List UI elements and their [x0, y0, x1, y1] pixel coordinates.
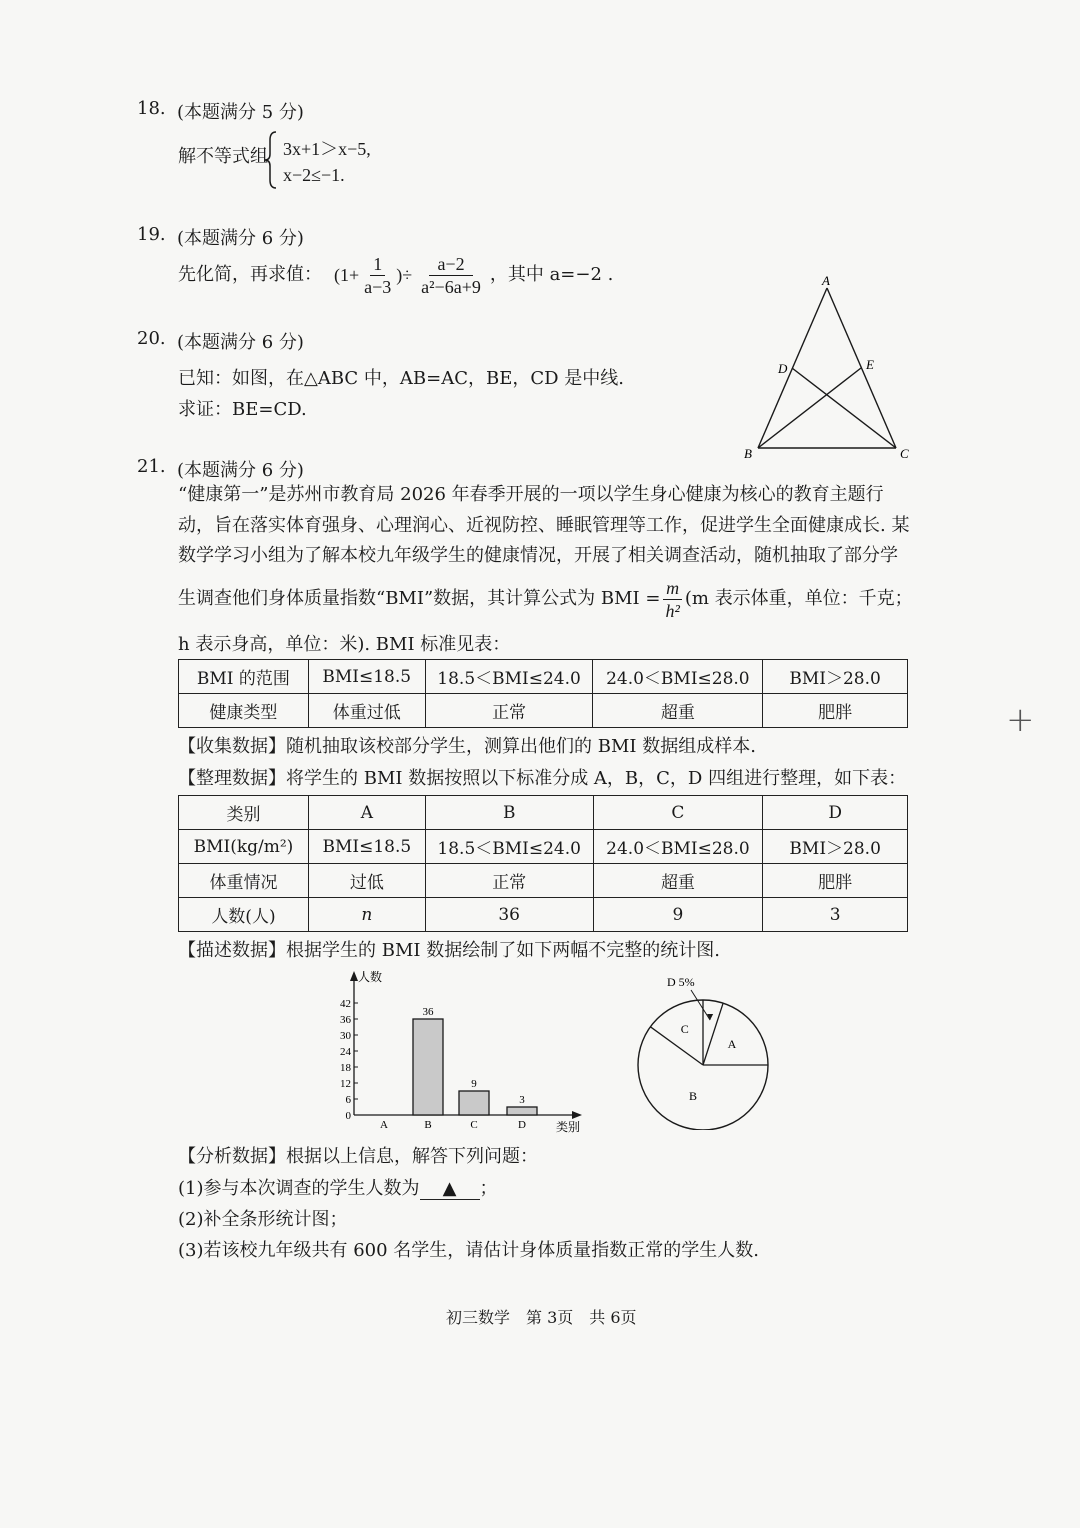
- q21-paragraph-line-5: h 表示身高，单位：米). BMI 标准见表：: [178, 634, 511, 655]
- x-tick-label: D: [518, 1119, 526, 1131]
- table-cell: BMI(kg/m²): [179, 830, 309, 864]
- q19-f1-numerator: 1: [370, 253, 385, 276]
- y-tick-label: 12: [340, 1078, 351, 1090]
- x-axis-arrow: [572, 1111, 582, 1119]
- triangle-figure: [740, 270, 920, 470]
- table-cell: 24.0＜BMI≤28.0: [593, 830, 763, 864]
- table-cell: 9: [593, 898, 763, 932]
- organize-data-text: 【整理数据】将学生的 BMI 数据按照以下标准分成 A，B，C，D 四组进行整理，如下表：: [178, 768, 907, 789]
- table-cell: 正常: [425, 694, 593, 728]
- pie-label-d-percent: D 5%: [667, 975, 695, 989]
- q19-expression: [178, 248, 613, 302]
- q18-brace: [262, 130, 280, 194]
- table-cell: D: [763, 796, 908, 830]
- table-cell: BMI 的范围: [179, 660, 309, 694]
- bmi-numerator: m: [663, 577, 682, 600]
- collect-data-text: 【收集数据】随机抽取该校部分学生，测算出他们的 BMI 数据组成样本.: [178, 736, 756, 757]
- table-cell: 人数(人): [179, 898, 309, 932]
- q19-number: 19.: [137, 224, 166, 245]
- q18-inequality-1: 3x+1＞x−5,: [283, 139, 371, 159]
- q19-fraction-1: [361, 253, 394, 298]
- q21-paragraph-line-1: “健康第一”是苏州市教育局 2026 年春季开展的一项以学生身心健康为核心的教育主题行: [178, 484, 884, 505]
- table-cell: 超重: [593, 694, 763, 728]
- q21-formula-explain: (m 表示体重，单位：千克；: [684, 588, 913, 609]
- bar-chart: [320, 965, 595, 1140]
- q18-prompt: 解不等式组: [178, 146, 268, 167]
- q19-tail: ，其中 a=−2 .: [489, 264, 614, 285]
- analyze-data-text: 【分析数据】根据以上信息，解答下列问题：: [178, 1146, 538, 1167]
- q21-paragraph-line-4: [178, 574, 913, 624]
- q18-score: (本题满分 5 分): [177, 102, 304, 123]
- x-tick-label: B: [424, 1119, 432, 1131]
- table-cell: A: [308, 796, 425, 830]
- median-be: [758, 368, 861, 448]
- table-cell: BMI≤18.5: [308, 830, 425, 864]
- table-cell: BMI≤18.5: [308, 660, 425, 694]
- pie-label-A: A: [727, 1036, 737, 1051]
- sub-question-2: (2)补全条形统计图；: [178, 1209, 348, 1230]
- sub-question-1-end: ；: [479, 1178, 498, 1199]
- q19-open: (1+: [334, 264, 360, 285]
- page-footer: 初三数学 第 3页 共 6页: [446, 1308, 637, 1327]
- y-tick-label: 30: [340, 1030, 351, 1042]
- table-cell: 肥胖: [763, 694, 908, 728]
- bar-C: [459, 1091, 489, 1115]
- median-cd: [792, 368, 896, 448]
- table-cell: 18.5＜BMI≤24.0: [425, 830, 593, 864]
- bar-B: [413, 1019, 443, 1115]
- bmi-formula-fraction: [662, 577, 682, 622]
- table-cell: C: [593, 796, 763, 830]
- pie-pointer: [691, 990, 710, 1020]
- describe-data-text: 【描述数据】根据学生的 BMI 数据绘制了如下两幅不完整的统计图.: [178, 940, 720, 961]
- table-cell: 类别: [179, 796, 309, 830]
- q20-number: 20.: [137, 328, 166, 349]
- sub-question-1: [178, 1174, 498, 1204]
- q21-paragraph-line-2: 动，旨在落实体育强身、心理润心、近视防控、睡眠管理等工作，促进学生全面健康成长. 某: [178, 515, 910, 536]
- crosshair-mark: +: [1006, 700, 1035, 740]
- table-row: [179, 694, 908, 728]
- q18-inequality-2: x−2≤−1.: [283, 165, 345, 185]
- bmi-standard-table: [178, 659, 908, 728]
- sub-question-1-text: (1)参与本次调查的学生人数为: [178, 1178, 420, 1199]
- q20-given: 已知：如图，在△ABC 中，AB=AC，BE，CD 是中线.: [178, 368, 624, 389]
- q20-prove: 求证：BE=CD.: [178, 399, 307, 420]
- table-cell: 肥胖: [763, 864, 908, 898]
- x-tick-label: A: [380, 1119, 388, 1131]
- q19-f1-denominator: a−3: [364, 276, 392, 297]
- q19-prompt: 先化简，再求值：: [178, 264, 322, 285]
- y-tick-label: 24: [340, 1046, 351, 1058]
- pie-label-B: B: [688, 1088, 697, 1103]
- table-row: [179, 660, 908, 694]
- table-cell: 体重过低: [308, 694, 425, 728]
- table-row: [179, 898, 908, 932]
- table-cell: B: [425, 796, 593, 830]
- q19-divide: )÷: [396, 264, 413, 285]
- q19-f2-denominator: a²−6a+9: [421, 276, 481, 297]
- q20-score: (本题满分 6 分): [177, 332, 304, 353]
- y-tick-label: 18: [340, 1062, 351, 1074]
- label-b: B: [744, 446, 752, 461]
- q21-number: 21.: [137, 456, 166, 477]
- table-cell: 18.5＜BMI≤24.0: [425, 660, 593, 694]
- label-e: E: [866, 357, 874, 372]
- q19-score: (本题满分 6 分): [177, 228, 304, 249]
- bmi-group-table: [178, 795, 908, 932]
- table-row: [179, 830, 908, 864]
- bar-value-label: 36: [422, 1006, 434, 1018]
- q19-fraction-2: [418, 253, 484, 298]
- q21-paragraph-line-3: 数学学习小组为了解本校九年级学生的健康情况，开展了相关调查活动，随机抽取了部分学: [178, 545, 898, 566]
- label-d: D: [778, 361, 788, 376]
- q21-score: (本题满分 6 分): [177, 460, 304, 481]
- table-row: [179, 796, 908, 830]
- table-cell: 正常: [425, 864, 593, 898]
- side-ac: [827, 288, 896, 448]
- pie-slice-boundary: [703, 1003, 723, 1065]
- bar-value-label: 9: [471, 1078, 477, 1090]
- pie-chart: [625, 968, 785, 1130]
- y-tick-label: 42: [340, 998, 351, 1010]
- label-c: C: [900, 446, 909, 461]
- y-axis-label: 人数: [358, 970, 383, 984]
- table-cell: BMI＞28.0: [763, 660, 908, 694]
- bar-D: [507, 1107, 537, 1115]
- y-tick-label: 36: [340, 1014, 351, 1026]
- table-cell: 健康类型: [179, 694, 309, 728]
- y-axis-arrow: [350, 971, 358, 981]
- sub-question-3: (3)若该校九年级共有 600 名学生，请估计身体质量指数正常的学生人数.: [178, 1240, 760, 1261]
- q21-formula-intro: 生调查他们身体质量指数“BMI”数据，其计算公式为 BMI =: [178, 588, 661, 609]
- y-tick-label: 0: [345, 1110, 351, 1122]
- table-cell: 过低: [308, 864, 425, 898]
- bmi-denominator: h²: [665, 600, 680, 621]
- y-tick-label: 6: [345, 1094, 351, 1106]
- table-cell: 24.0＜BMI≤28.0: [593, 660, 763, 694]
- x-tick-label: C: [470, 1119, 478, 1131]
- bar-value-label: 3: [519, 1094, 525, 1106]
- table-cell: 3: [763, 898, 908, 932]
- q18-number: 18.: [137, 98, 166, 119]
- table-row: [179, 864, 908, 898]
- table-cell: 36: [425, 898, 593, 932]
- table-cell: BMI＞28.0: [763, 830, 908, 864]
- table-cell: 体重情况: [179, 864, 309, 898]
- answer-blank: ▲: [420, 1179, 480, 1200]
- table-cell: n: [308, 898, 425, 932]
- q19-f2-numerator: a−2: [429, 253, 472, 276]
- table-cell: 超重: [593, 864, 763, 898]
- pie-label-C: C: [680, 1022, 689, 1037]
- pie-slice-boundary: [650, 1027, 703, 1065]
- x-axis-label: 类别: [556, 1120, 581, 1134]
- label-a: A: [822, 273, 830, 288]
